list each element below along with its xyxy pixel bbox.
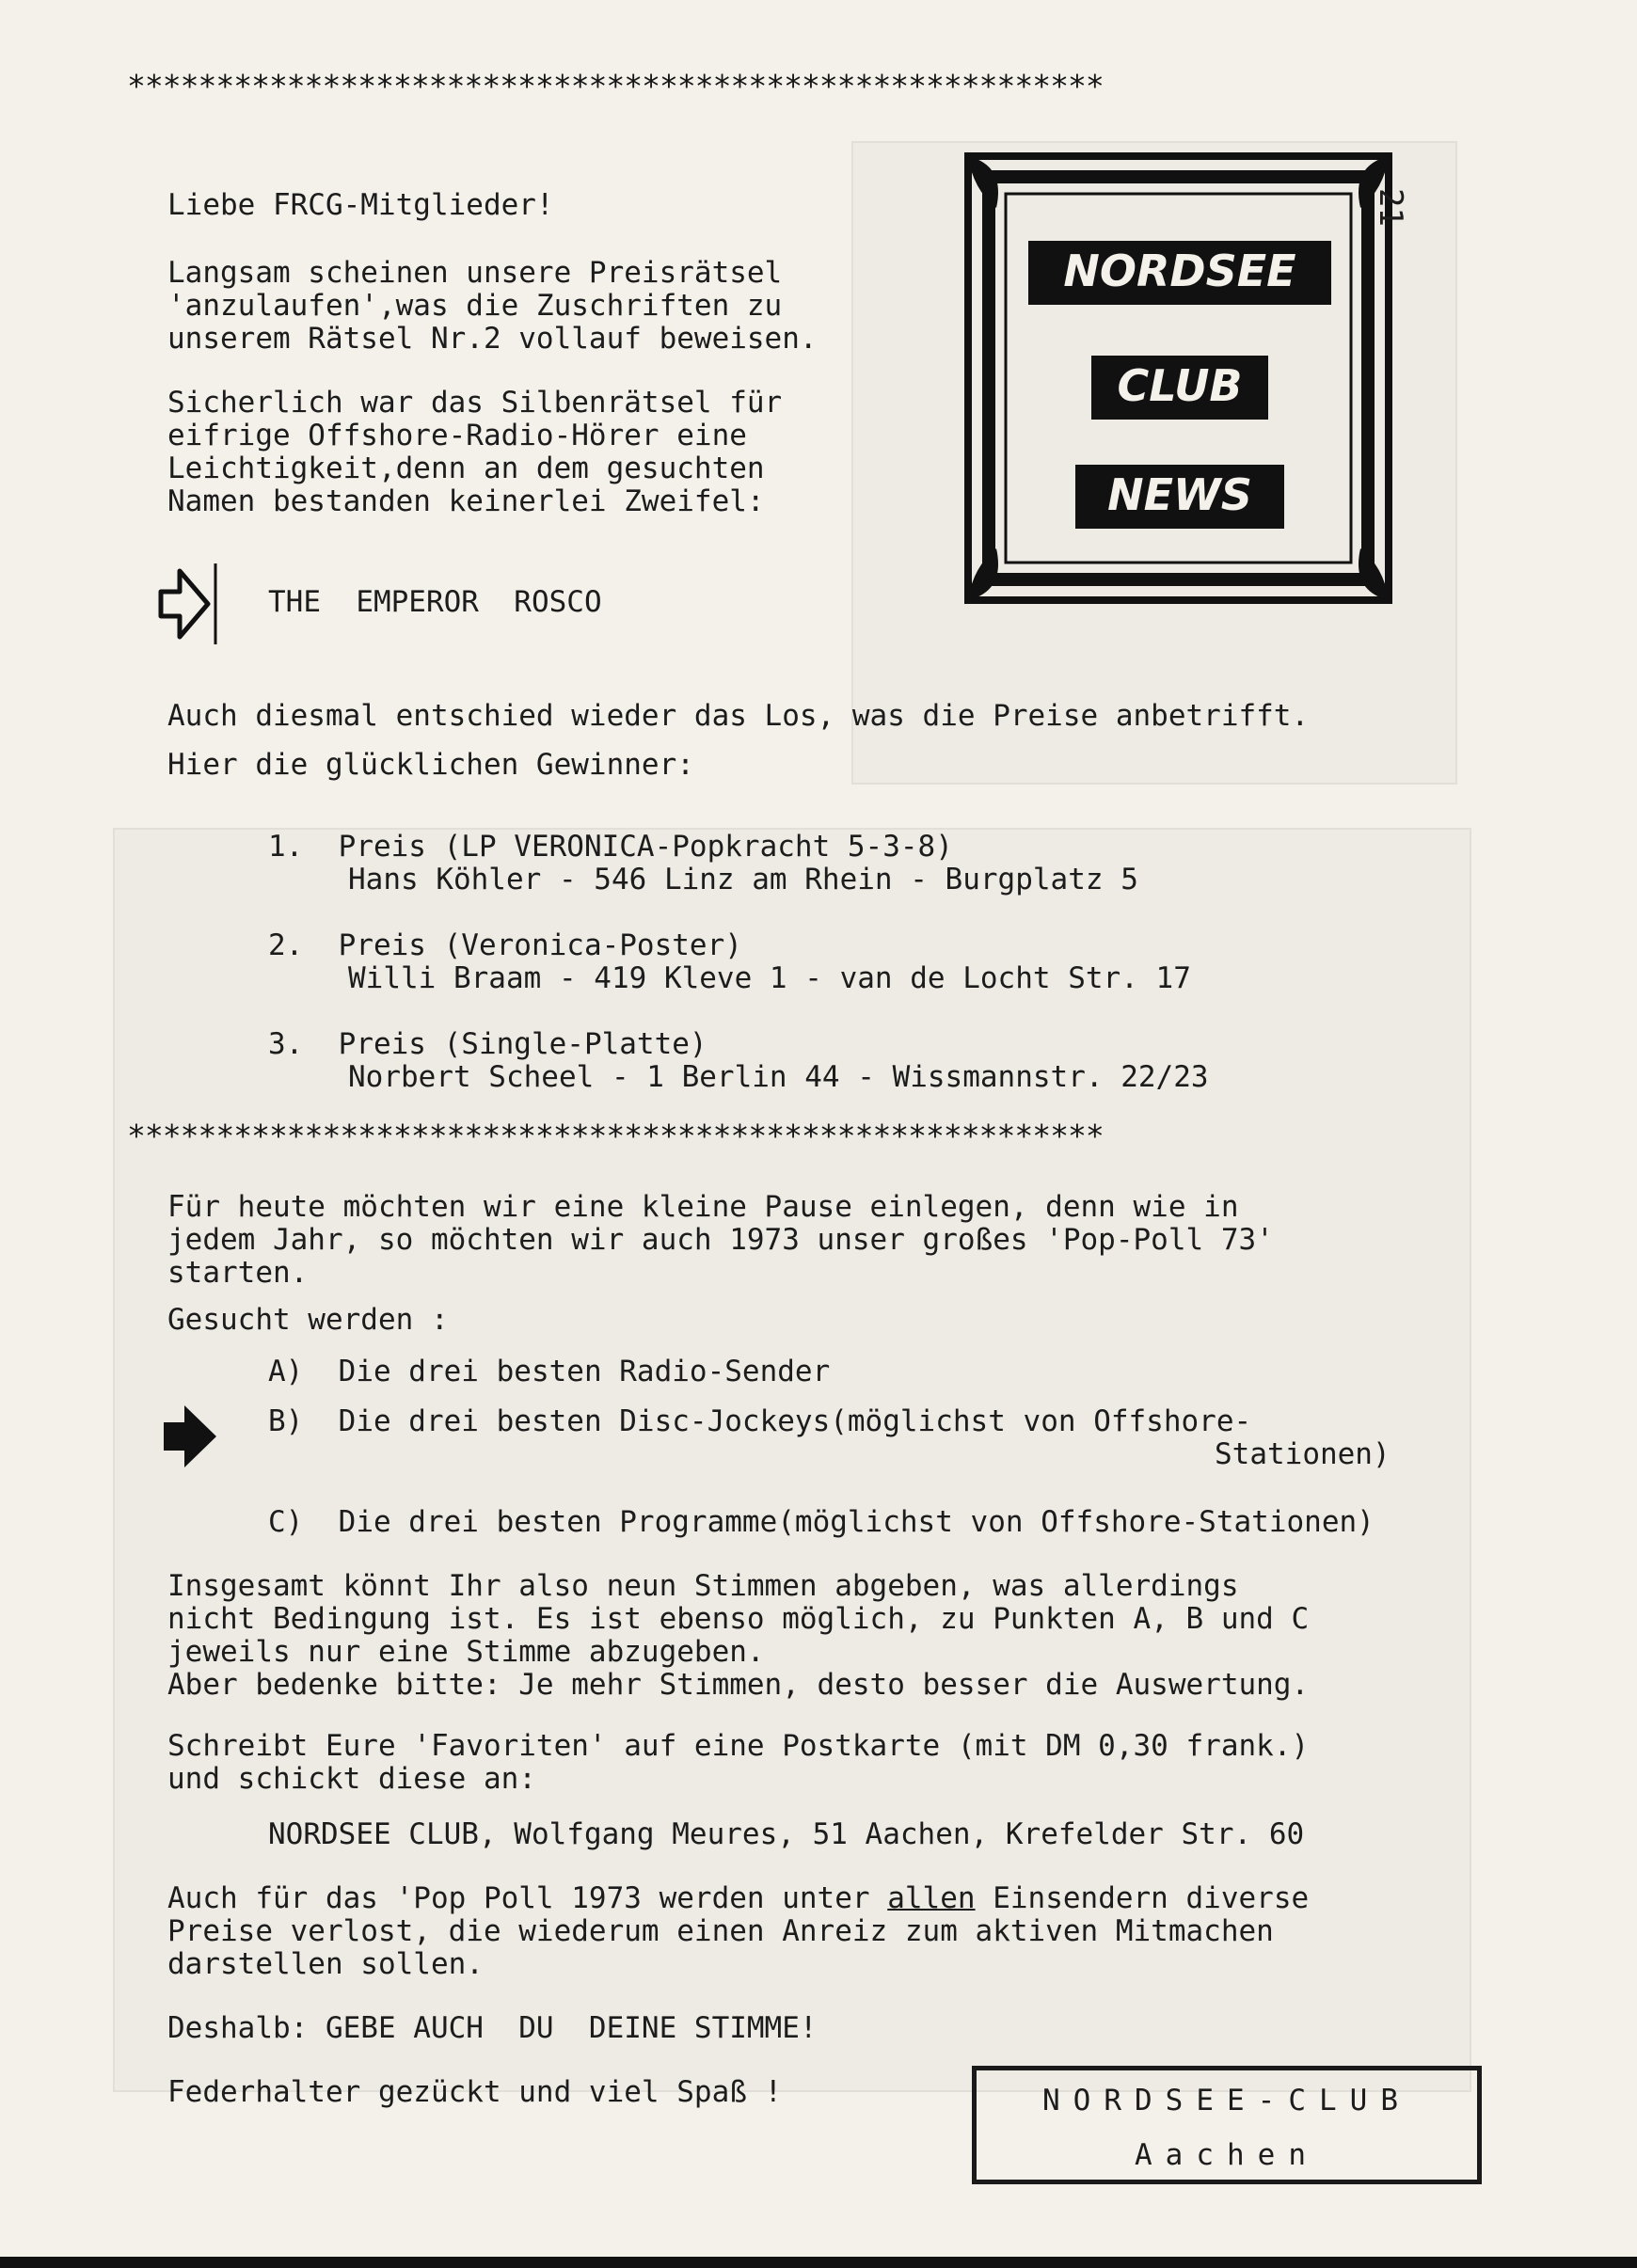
club-stamp [972, 2066, 1482, 2184]
solid-arrow-icon [160, 1404, 220, 1469]
poll-raffle [167, 1881, 1309, 1915]
winner-name: Hans Köhler - 546 Linz am Rhein - Burgplatz 5 [348, 863, 1138, 896]
poll-intro: starten. [167, 1256, 309, 1290]
raffle-text: Auch für das 'Pop Poll 1973 werden unter [167, 1881, 888, 1915]
poll-sought: Gesucht werden : [167, 1303, 449, 1337]
intro-line: Langsam scheinen unsere Preisrätsel [167, 256, 783, 290]
winner-name: Willi Braam - 419 Kleve 1 - van de Locht Str. 17 [348, 961, 1191, 995]
nordsee-club-news-logo [964, 152, 1392, 604]
star-separator-top: ******************************************************* [127, 68, 1104, 104]
poll-votes: jeweils nur eine Stimme abzugeben. [167, 1635, 765, 1669]
logo-line-news: NEWS [1107, 469, 1252, 520]
poll-raffle: Preise verlost, die wiederum einen Anreiz zum aktiven Mitmachen [167, 1914, 1274, 1948]
poll-votes: nicht Bedingung ist. Es ist ebenso möglich, zu Punkten A, B und C [167, 1602, 1310, 1636]
logo-line-nordsee: NORDSEE [1063, 246, 1296, 296]
poll-item: C) Die drei besten Programme(möglichst von Offshore-Stationen) [268, 1505, 1375, 1539]
intro-line: eifrige Offshore-Radio-Hörer eine [167, 419, 747, 452]
poll-item: B) Die drei besten Disc-Jockeys(möglichst von Offshore- [268, 1404, 1252, 1438]
intro-line: Leichtigkeit,denn an dem gesuchten [167, 452, 765, 485]
poll-intro: Für heute möchten wir eine kleine Pause einlegen, denn wie in [167, 1190, 1239, 1224]
poll-item-continued: Stationen) [1215, 1437, 1391, 1471]
winner-prize: 1. Preis (LP VERONICA-Popkracht 5-3-8) [268, 830, 953, 864]
intro-line: 'anzulaufen',was die Zuschriften zu [167, 289, 783, 323]
outline-arrow-icon [155, 562, 221, 646]
poll-votes: Insgesamt könnt Ihr also neun Stimmen abgeben, was allerdings [167, 1569, 1239, 1603]
poll-raffle: darstellen sollen. [167, 1947, 484, 1981]
closing: Federhalter gezückt und viel Spaß ! [167, 2075, 783, 2109]
postal-address: NORDSEE CLUB, Wolfgang Meures, 51 Aachen, Krefelder Str. 60 [268, 1817, 1305, 1851]
winner-prize: 3. Preis (Single-Platte) [268, 1027, 707, 1061]
poll-item: A) Die drei besten Radio-Sender [268, 1355, 831, 1388]
stamp-line-club: NORDSEE-CLUB [1042, 2084, 1411, 2117]
greeting: Liebe FRCG-Mitglieder! [167, 188, 554, 222]
poll-intro: jedem Jahr, so möchten wir auch 1973 unser großes 'Pop-Poll 73' [167, 1223, 1274, 1257]
puzzle-answer: THE EMPEROR ROSCO [268, 585, 602, 619]
star-separator-middle: ******************************************************* [127, 1118, 1104, 1154]
poll-votes: Aber bedenke bitte: Je mehr Stimmen, desto besser die Auswertung. [167, 1668, 1310, 1702]
slogan: Deshalb: GEBE AUCH DU DEINE STIMME! [167, 2011, 818, 2045]
winner-name: Norbert Scheel - 1 Berlin 44 - Wissmannstr. 22/23 [348, 1060, 1209, 1094]
scan-bottom-edge [0, 2257, 1637, 2268]
poll-send: und schickt diese an: [167, 1762, 536, 1796]
intro-line: Namen bestanden keinerlei Zweifel: [167, 484, 765, 518]
stamp-line-city: Aachen [1135, 2138, 1319, 2172]
intro-line: Sicherlich war das Silbenrätsel für [167, 386, 783, 420]
logo-line-club: CLUB [1117, 360, 1243, 411]
winners-intro: Auch diesmal entschied wieder das Los, was die Preise anbetrifft. [167, 699, 1310, 733]
poll-send: Schreibt Eure 'Favoriten' auf eine Postkarte (mit DM 0,30 frank.) [167, 1729, 1310, 1763]
raffle-text: Einsendern diverse [975, 1881, 1310, 1915]
intro-line: unserem Rätsel Nr.2 vollauf beweisen. [167, 322, 818, 356]
winners-intro: Hier die glücklichen Gewinner: [167, 748, 694, 782]
winner-prize: 2. Preis (Veronica-Poster) [268, 928, 742, 962]
page-number: 21 [1372, 188, 1409, 227]
raffle-emphasis: allen [887, 1881, 976, 1915]
